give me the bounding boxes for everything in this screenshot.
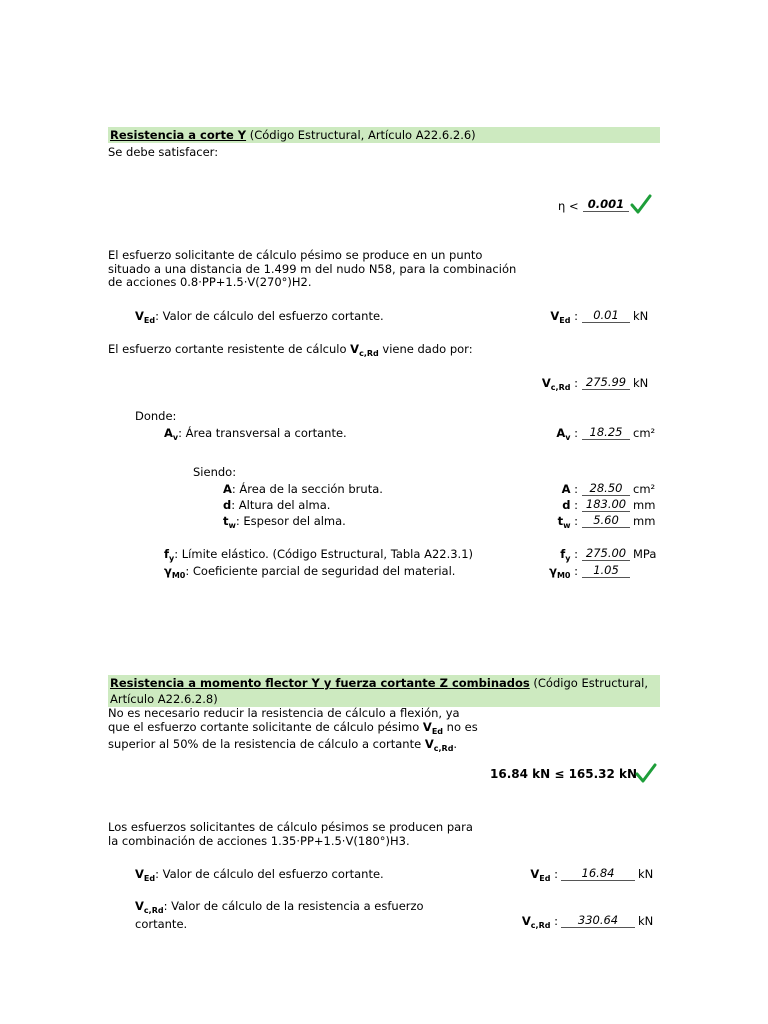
fy-value: 275.00 (582, 546, 630, 561)
d-value: 183.00 (582, 497, 630, 512)
d-row: d: Altura del alma. (223, 498, 331, 512)
a-label: A : (561, 482, 578, 496)
section-ref: (Código Estructural, Artículo A22.6.2.6) (246, 128, 476, 142)
av-label: $A_v$ : (556, 426, 578, 442)
s2-vcrd-unit: kN (638, 914, 654, 928)
section-ref: (Código Estructural, (529, 676, 648, 690)
check-icon (630, 193, 652, 215)
a-unit: cm² (633, 482, 656, 496)
av-value: 18.25 (582, 425, 630, 440)
siendo-label: Siendo: (193, 465, 237, 479)
p-line: que el esfuerzo cortante solicitante de cálculo pésimo $V_{Ed}$ no es (108, 719, 478, 736)
ved-unit: kN (633, 309, 649, 323)
desc-line: El esfuerzo solicitante de cálculo pésimo se produce en un punto (108, 248, 483, 262)
desc-paragraph (108, 249, 516, 290)
ved-row (135, 309, 384, 325)
vcrd-value: 275.99 (582, 375, 630, 390)
tw-value: 5.60 (582, 513, 630, 528)
av-row: $A_v$: Área transversal a cortante. (164, 426, 347, 442)
fy-row: $f_y$: Límite elástico. (Código Estructural, Tabla A22.3.1) (164, 547, 474, 563)
tw-row: $t_w$: Espesor del alma. (223, 514, 346, 530)
s2-ved-row: $V_{Ed}$: Valor de cálculo del esfuerzo cortante. (135, 867, 384, 883)
s2-vcrd-value: 330.64 (561, 913, 635, 928)
s2-desc (108, 821, 473, 848)
gm0-label: $\gamma_{M0}$ : (549, 564, 578, 580)
vcrd-label: $V_{c,Rd}$ : (541, 376, 578, 392)
desc-line: situado a una distancia de 1.499 m del nudo N58, para la combinación (108, 261, 517, 276)
fy-label: $f_y$ : (560, 547, 578, 563)
s2-ved-unit: kN (638, 867, 654, 881)
desc-line: Los esfuerzos solicitantes de cálculo pésimos se producen para (108, 820, 473, 834)
check-icon (635, 762, 657, 784)
ved-label: $V_{Ed}$ : (550, 309, 578, 325)
ved-desc: : Valor de cálculo del esfuerzo cortante. (155, 309, 384, 323)
d-unit: mm (633, 498, 656, 512)
gm0-row: $\gamma_{M0}$: Coeficiente parcial de seguridad del material. (164, 564, 456, 580)
a-value: 28.50 (582, 481, 630, 496)
eta-label: η < (558, 199, 579, 213)
p-line: superior al 50% de la resistencia de cálculo a cortante $V_{c,Rd}$. (108, 737, 458, 753)
desc-line: de acciones 0.8·PP+1.5·V(270°)H2. (108, 275, 312, 289)
d-label: d : (562, 498, 578, 512)
ved-value: 0.01 (582, 308, 630, 323)
fy-unit: MPa (633, 547, 657, 561)
section-header-corte-y (108, 127, 660, 143)
eta-value: 0.001 (583, 197, 629, 212)
check-expression: 16.84 kN ≤ 165.32 kN (490, 767, 638, 781)
s2-ved-value: 16.84 (561, 866, 635, 881)
section-ref-2: Artículo A22.6.2.8) (110, 692, 218, 706)
gm0-value: 1.05 (582, 563, 630, 578)
tw-unit: mm (633, 514, 656, 528)
tw-label: $t_w$ : (557, 514, 578, 530)
av-unit: cm² (633, 426, 656, 440)
vcrd-unit: kN (633, 376, 649, 390)
donde-label: Donde: (135, 409, 177, 423)
ved-symbol: V (135, 309, 144, 323)
s2-vcrd-label: $V_{c,Rd}$ : (521, 914, 558, 930)
section-header-flector-cortante (108, 675, 660, 707)
intro-text: Se debe satisfacer: (108, 145, 219, 159)
s2-ved-label: $V_{Ed}$ : (530, 867, 558, 883)
vcrd-intro: El esfuerzo cortante resistente de cálculo $V_{c,Rd}$ viene dado por: (108, 342, 473, 358)
section-title: Resistencia a corte Y (110, 128, 247, 142)
s2-vcrd-row: $V_{c,Rd}$: Valor de cálculo de la resistencia a esfuerzo cortante. (135, 899, 424, 931)
desc-line: la combinación de acciones 1.35·PP+1.5·V(180°)H3. (108, 833, 410, 848)
a-row: A: Área de la sección bruta. (223, 482, 383, 496)
ved-sub: Ed (143, 316, 156, 325)
section-title: Resistencia a momento flector Y y fuerza cortante Z combinados (110, 676, 530, 690)
s2-paragraph (108, 707, 478, 756)
p-line: No es necesario reducir la resistencia de cálculo a flexión, ya (108, 706, 460, 720)
